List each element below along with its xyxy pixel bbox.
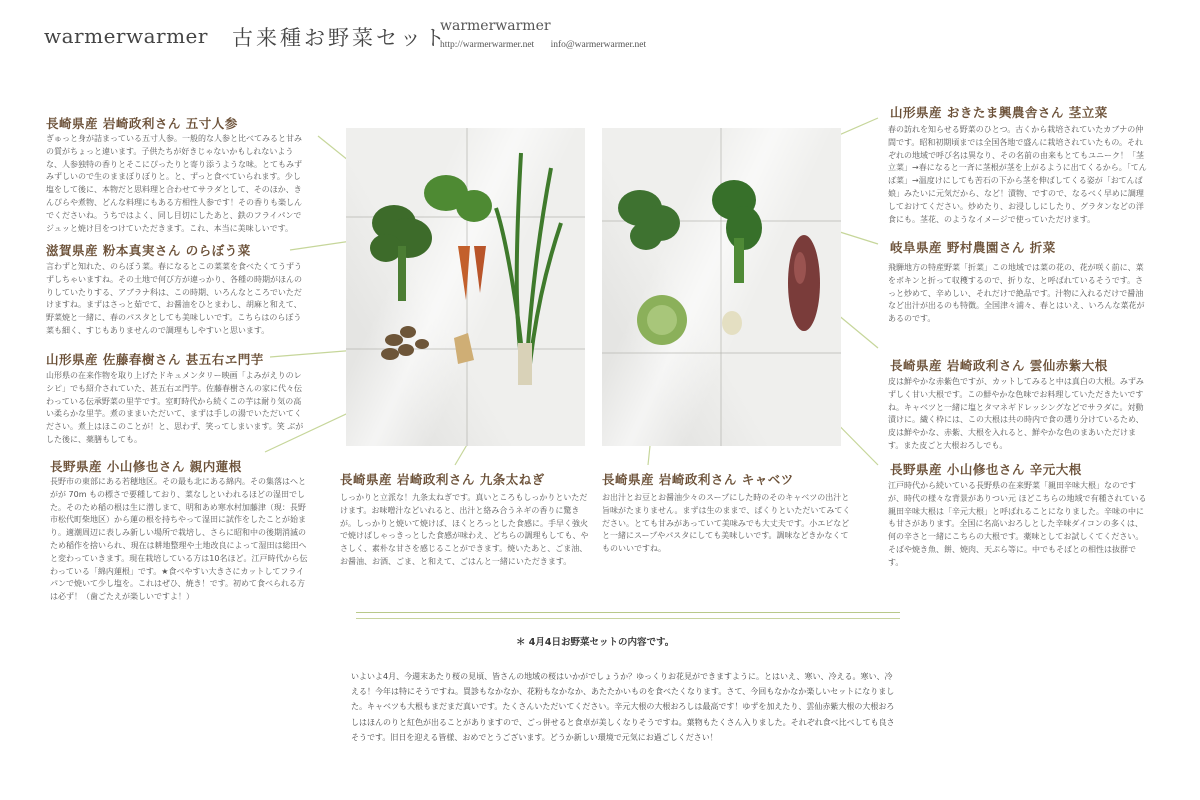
item-heading-wataushi-renkon: 長野県産 小山修也さん 親内蓮根 — [50, 459, 242, 474]
email-link[interactable]: info@warmerwarmer.net — [550, 40, 647, 50]
item-heading-cabbage: 長崎県産 岩崎政利さん キャベツ — [602, 472, 794, 487]
item-heading-unzen-daikon: 長崎県産 岩崎政利さん 雲仙赤紫大根 — [890, 358, 1108, 373]
vegetables-left-illustration — [346, 128, 585, 446]
divider-line-top — [356, 612, 900, 613]
item-heading-norabou: 滋賀県産 粉本真実さん のらぼう菜 — [46, 243, 251, 258]
item-text-kukitachina: 春の訪れを知らせる野菜のひとつ。古くから栽培されていたカブナの仲間です。昭和初期頃までは全国各地で盛んに栽培されていたもの。それぞれの地域で呼び名は異なり、その名前の由来もとてもユニーク！「茎立菜」→春になると一斉に茎根が茎を上がるように出てくるから。「てんば菜」→温度けにしても苦石の下から茎を伸ばしてくる姿が「おてんば娘」みたいに元気だから、など！漬物、ですので、なるべく早めに調理しておけてください。炒めたり、お浸ししにしたり、グラタンなどの洋食にも。茎花、のようなイメージで使っていただけます。 — [888, 125, 1147, 224]
item-heading-kukitachina: 山形県産 おきたま興農舎さん 茎立菜 — [890, 105, 1108, 120]
page-title: 古来種お野菜セット — [232, 26, 448, 50]
item-heading-orina: 岐阜県産 野村農園さん 折菜 — [890, 240, 1056, 255]
item-text-gosun-ninjin: ぎゅっと身が詰まっている五寸人参。一般的な人参と比べてみると甘みの質がちょっと違います。子供たちが好きじゃないかもしれないような、人参独特の香りとそこにぴったりと寄り添うような味。とてもみずみずしいので生のままぼりぼりと。と、ずっと食べていられます。少し塩をして後に、本物だと思料理と合わせてサラダとして、そのほか、きんぴらや煮物、どんな料理にもある方相性人参です！その香りも楽しんでくださいね。うちではよく、同し目切にしたあと、鉄のフライパンでジュッと焼け目をつけていただきます。これ、本当に美味しいです。 — [46, 134, 302, 233]
item-heading-jingoemon-imo: 山形県産 佐藤春樹さん 甚五右ヱ門芋 — [46, 352, 264, 367]
photo-left — [346, 128, 585, 446]
set-contents-note: ＊ 4月4日お野菜セットの内容です。 — [516, 637, 675, 648]
item-text-norabou: 言わずと知れた、のらぼう菜。春になるとこの菜菜を食べたくてうずうずしちゃいますね。その土地で何び方が違っかり、各種の時期がほんのりしていたりする、アブラナ科は、この時期、いろんなところでいただけますね。まずはさっと茹でて、お醤油をひとまわし、胡麻と和えて、野菜焼と一緒に、春のパスタとしても美味しいです。こちらはのらぼう菜も細く、すじもありませんので調理もしやすいと思います。 — [46, 262, 302, 335]
vegetables-right-illustration — [602, 128, 841, 446]
photo-right — [602, 128, 841, 446]
divider-line-bottom — [356, 618, 900, 619]
item-heading-gosun-ninjin: 長崎県産 岩崎政利さん 五寸人参 — [46, 116, 238, 131]
item-text-jingoemon-imo: 山形県の在来作物を取り上げたドキュメンタリー映画「よみがえりのレシピ」でも紹介されていた、甚五右ヱ門芋。佐藤春樹さんの家に代々伝わっている伝承野菜の里芋です。室町時代から続くこの芋は耐り気の高い柔らかな里芋。煮のままいただいて、まずは手しの湯でいただいてください。煮上はほこのことが！と、思わず、笑ってしまいます。笑 ぶがした後に、薬膳もしても。 — [46, 371, 304, 444]
item-text-kujo-negi: しっかりと立派な！九条太ねぎです。真いところもしっかりといただけます。お味噌汁などいれると、出汁と絡み合うネギの香りに驚きが。しっかりと焼いて焼けば、ほくとろっとした食感に。手早く強火で焼けばしゃっきっとした食感が味わえ、どちらの調理もしても、やさしく、素朴な甘さを感じることができます。焼いたあと、ごま油、お醤油、お酒、ごま、と和えて、ごはんと一緒にいただきます。 — [340, 493, 589, 566]
item-heading-kujo-negi: 長崎県産 岩崎政利さん 九条太ねぎ — [340, 472, 545, 487]
item-text-cabbage: お出汁とお豆とお醤油少々のスープにした時のそのキャベツの出汁と旨味がたまりません。まずは生のままで、ぱくりといただいてみてください。とても甘みがあっていて美味みでも大丈夫です。小エビなどと一緒にスープやパスタにしても美味しいです。調味などきかなくてものいいですね。 — [602, 493, 851, 554]
brand-name-small: warmerwarmer — [440, 18, 551, 34]
item-text-orina: 飛騨地方の特産野菜「折菜」この地域では菜の花の、花が咲く前に、菜をボキンと折って収穫するので、折りな、と呼ばれているそうです。さっと炒めて、辛めしい、それだけで絶品です。汁物に入れるだけで醤油など出汁が出るのも特徴。全国津々浦々、春とはいえ、いろんな菜花があるのです。 — [888, 263, 1145, 324]
item-text-karamoto-daikon: 江戸時代から続いている長野県の在来野菜「親田辛味大根」なのですが、時代の様々な背景がありつい元 ほどこちらの地域で有種されている親田辛味大根は「辛元大根」と呼ばれることになりました。辛味の中にも甘さがあります。全国に名高いおろしとした辛味ダイコンの多くは、何の辛さと一緒にこちらの大根です。薬味としてお試しくてください。そばや焼き魚、餅、焼肉、天ぷら等に。中でもそばとの相性は抜群です。 — [888, 481, 1147, 567]
brand-logo: warmerwarmer — [44, 24, 208, 48]
intro-message: いよいよ4月、今週末あたり桜の見頃、皆さんの地域の桜はいかがでしょうか？ゆっくりお花見ができますように。とはいえ、寒い、冷える。寒い、冷える！今年は特にそうですね。買診もなかなか、花粉もなかなか、あたたかいものを食べたくなります。さて、今回もなかなか楽しいセットになりました。キャベツも大根もまだまだ真いです。たくさんいただいてください。辛元大根の大根おろしは最高です！ゆずを加えたり、雲仙赤紫大根の大根おろしはほんのりと紅色が出ることがありますので、ごっ併せると食卓が美しくなりそうですね。葉物もたくさん入りました。それぞれ食べ比べしても良さそうです。旧日を迎える皆様、おめでとうございます。どうか新しい環境で元気にお過ごしください！ — [351, 672, 895, 742]
site-url-link[interactable]: http://warmerwarmer.net — [440, 40, 535, 50]
item-text-wataushi-renkon: 長野市の東部にある若穂地区。その最も北にある綿内。その集落はへとがが 70m もの標さで要種しており、菜なしといわれるほどの湿田でした。そのため稲の根は生に潜しまて、明和あめ寒水村加藤津（現：長野市松代町柴地区）から蓮の根を持ちやって湿田に試作をしたことが始まり。適潮周辺に表しみ新しい場所で栽培し、さらに昭和中の後期消滅のため稲作を捨いられ、現在は耕地整理や土地改良によって湿田は総田へと変わっていきます。現在栽培している方は10名ほど。江戸時代から伝わっている「綿内蓮根」です。★食べやすい大きさにカットしてフライパンで焼いて少し塩を。これはぜひ、焼き！です。初めて食べられる方は必ず！（歯ごたえが楽しいですよ！） — [50, 477, 308, 602]
item-text-unzen-daikon: 皮は鮮やかな赤紫色ですが、カットしてみると中は真白の大根。みずみずしく甘い大根です。この鮮やかな色味でお料理していただきたいですね。キャベツと一緒に塩とタマネギドレッシングなどでサラダに。対動漬けに。繊く枠には、この大根は共の時内で食の選り分けているため、皮は鮮やかな、赤紫、大根を入れると、鮮やかな色のまあいただけます。また皮ごと大根おろしでも。 — [888, 377, 1144, 450]
item-heading-karamoto-daikon: 長野県産 小山修也さん 辛元大根 — [890, 462, 1082, 477]
